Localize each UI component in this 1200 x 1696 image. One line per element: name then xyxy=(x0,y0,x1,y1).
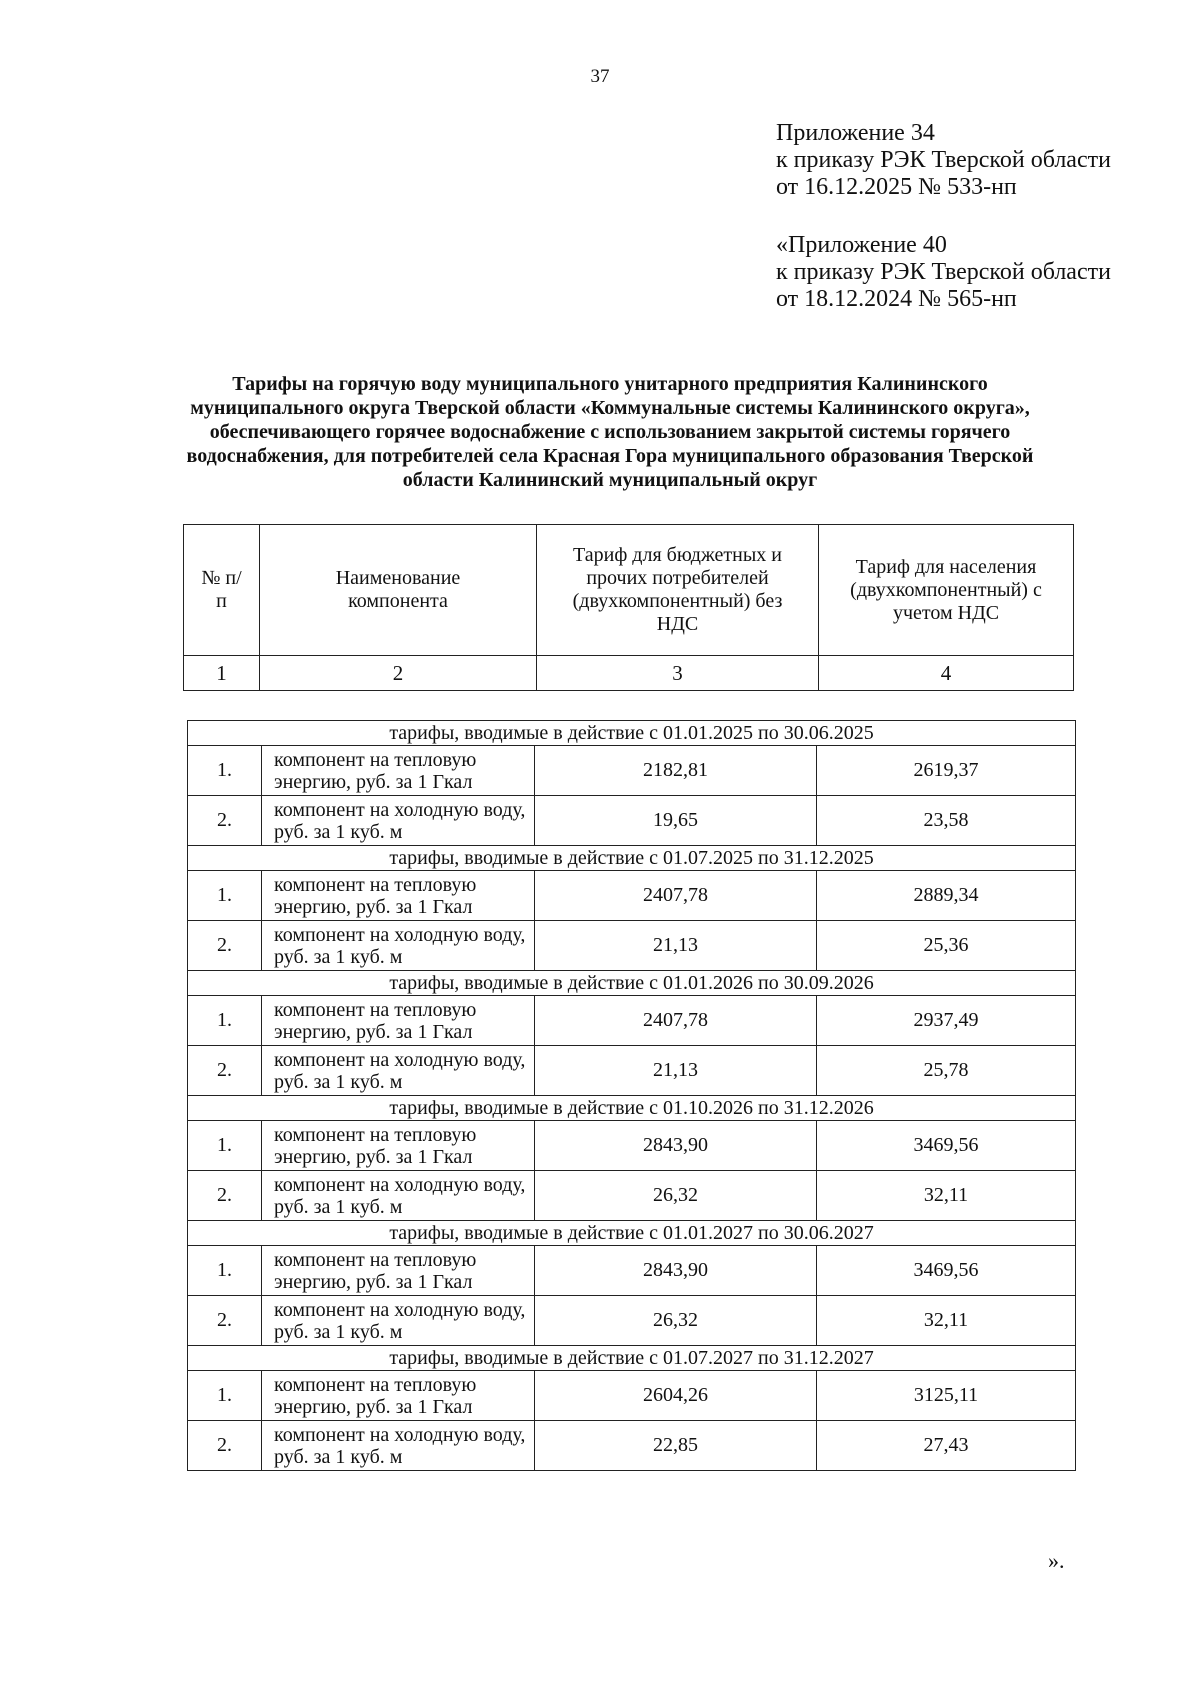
tariff-header-table xyxy=(183,524,1074,691)
row-number: 2. xyxy=(188,921,262,971)
component-name: компонент на холодную воду, руб. за 1 куб. м xyxy=(262,1046,535,1096)
period-label: тарифы, вводимые в действие с 01.07.2027 по 31.12.2027 xyxy=(188,1346,1076,1371)
document-title: Тарифы на горячую воду муниципального унитарного предприятия Калининского муниципального округа Тверской области «Коммунальные системы Калининского округа», обеспечивающего горячее водоснабжение с использованием закрытой системы горячего водоснабжения, для потребителей села Красная Гора муниципального образования Тверской области Калининский муниципальный округ xyxy=(186,373,1034,491)
budget-tariff: 2604,26 xyxy=(535,1371,817,1421)
budget-tariff: 26,32 xyxy=(535,1171,817,1221)
table-row xyxy=(188,1421,1076,1471)
budget-tariff: 21,13 xyxy=(535,1046,817,1096)
period-row xyxy=(188,721,1076,746)
component-name: компонент на тепловую энергию, руб. за 1 Гкал xyxy=(262,871,535,921)
closing-quote: ». xyxy=(1048,1548,1065,1573)
period-label: тарифы, вводимые в действие с 01.01.2026 по 30.09.2026 xyxy=(188,971,1076,996)
column-number: 2 xyxy=(260,656,537,691)
row-number: 2. xyxy=(188,796,262,846)
component-name: компонент на холодную воду, руб. за 1 куб. м xyxy=(262,1296,535,1346)
tariff-data-table xyxy=(187,720,1076,1471)
appendix-line: от 16.12.2025 № 533-нп xyxy=(776,174,1017,200)
period-row xyxy=(188,846,1076,871)
budget-tariff: 2182,81 xyxy=(535,746,817,796)
population-tariff: 23,58 xyxy=(817,796,1076,846)
column-number: 4 xyxy=(819,656,1074,691)
table-row xyxy=(188,1296,1076,1346)
period-row xyxy=(188,1346,1076,1371)
component-name: компонент на холодную воду, руб. за 1 куб. м xyxy=(262,796,535,846)
row-number: 1. xyxy=(188,1121,262,1171)
population-tariff: 3469,56 xyxy=(817,1246,1076,1296)
population-tariff: 25,78 xyxy=(817,1046,1076,1096)
appendix-reference-old xyxy=(776,232,1111,313)
budget-tariff: 21,13 xyxy=(535,921,817,971)
component-name: компонент на тепловую энергию, руб. за 1 Гкал xyxy=(262,1371,535,1421)
population-tariff: 2889,34 xyxy=(817,871,1076,921)
table-row xyxy=(188,796,1076,846)
appendix-line: от 18.12.2024 № 565-нп xyxy=(776,286,1017,312)
population-tariff: 25,36 xyxy=(817,921,1076,971)
page-number: 37 xyxy=(590,66,610,87)
population-tariff: 32,11 xyxy=(817,1296,1076,1346)
tariff-body xyxy=(188,721,1076,1471)
row-number: 2. xyxy=(188,1421,262,1471)
budget-tariff: 2843,90 xyxy=(535,1121,817,1171)
table-row xyxy=(188,1246,1076,1296)
budget-tariff: 2843,90 xyxy=(535,1246,817,1296)
table-row xyxy=(188,1046,1076,1096)
row-number: 2. xyxy=(188,1046,262,1096)
population-tariff: 32,11 xyxy=(817,1171,1076,1221)
appendix-line: Приложение 34 xyxy=(776,120,935,146)
component-name: компонент на тепловую энергию, руб. за 1 Гкал xyxy=(262,996,535,1046)
appendix-line: к приказу РЭК Тверской области xyxy=(776,147,1111,173)
appendix-line: «Приложение 40 xyxy=(776,232,947,258)
period-row xyxy=(188,971,1076,996)
budget-tariff: 2407,78 xyxy=(535,996,817,1046)
row-number: 1. xyxy=(188,746,262,796)
component-name: компонент на тепловую энергию, руб. за 1 Гкал xyxy=(262,746,535,796)
column-number: 3 xyxy=(537,656,819,691)
budget-tariff: 22,85 xyxy=(535,1421,817,1471)
period-label: тарифы, вводимые в действие с 01.07.2025 по 31.12.2025 xyxy=(188,846,1076,871)
appendix-reference-new xyxy=(776,120,1111,201)
row-number: 1. xyxy=(188,1371,262,1421)
budget-tariff: 2407,78 xyxy=(535,871,817,921)
table-row xyxy=(188,996,1076,1046)
table-row xyxy=(188,1171,1076,1221)
table-row xyxy=(188,1371,1076,1421)
population-tariff: 2619,37 xyxy=(817,746,1076,796)
period-row xyxy=(188,1096,1076,1121)
column-number-row xyxy=(184,656,1074,691)
budget-tariff: 26,32 xyxy=(535,1296,817,1346)
budget-tariff: 19,65 xyxy=(535,796,817,846)
header-col-budget: Тариф для бюджетных и прочих потребителей (двухкомпонентный) без НДС xyxy=(537,525,819,656)
row-number: 1. xyxy=(188,996,262,1046)
header-col-name: Наименование компонента xyxy=(260,525,537,656)
period-row xyxy=(188,1221,1076,1246)
row-number: 1. xyxy=(188,1246,262,1296)
period-label: тарифы, вводимые в действие с 01.01.2027 по 30.06.2027 xyxy=(188,1221,1076,1246)
period-label: тарифы, вводимые в действие с 01.10.2026 по 31.12.2026 xyxy=(188,1096,1076,1121)
table-row xyxy=(188,871,1076,921)
table-row xyxy=(188,1121,1076,1171)
table-row xyxy=(188,921,1076,971)
header-col-number: № п/п xyxy=(184,525,260,656)
population-tariff: 3469,56 xyxy=(817,1121,1076,1171)
population-tariff: 2937,49 xyxy=(817,996,1076,1046)
column-number: 1 xyxy=(184,656,260,691)
row-number: 2. xyxy=(188,1171,262,1221)
header-row xyxy=(184,525,1074,656)
period-label: тарифы, вводимые в действие с 01.01.2025 по 30.06.2025 xyxy=(188,721,1076,746)
component-name: компонент на тепловую энергию, руб. за 1 Гкал xyxy=(262,1121,535,1171)
component-name: компонент на тепловую энергию, руб. за 1 Гкал xyxy=(262,1246,535,1296)
header-col-population: Тариф для населения (двухкомпонентный) с учетом НДС xyxy=(819,525,1074,656)
population-tariff: 27,43 xyxy=(817,1421,1076,1471)
table-row xyxy=(188,746,1076,796)
row-number: 2. xyxy=(188,1296,262,1346)
component-name: компонент на холодную воду, руб. за 1 куб. м xyxy=(262,921,535,971)
component-name: компонент на холодную воду, руб. за 1 куб. м xyxy=(262,1171,535,1221)
component-name: компонент на холодную воду, руб. за 1 куб. м xyxy=(262,1421,535,1471)
population-tariff: 3125,11 xyxy=(817,1371,1076,1421)
row-number: 1. xyxy=(188,871,262,921)
appendix-line: к приказу РЭК Тверской области xyxy=(776,259,1111,285)
